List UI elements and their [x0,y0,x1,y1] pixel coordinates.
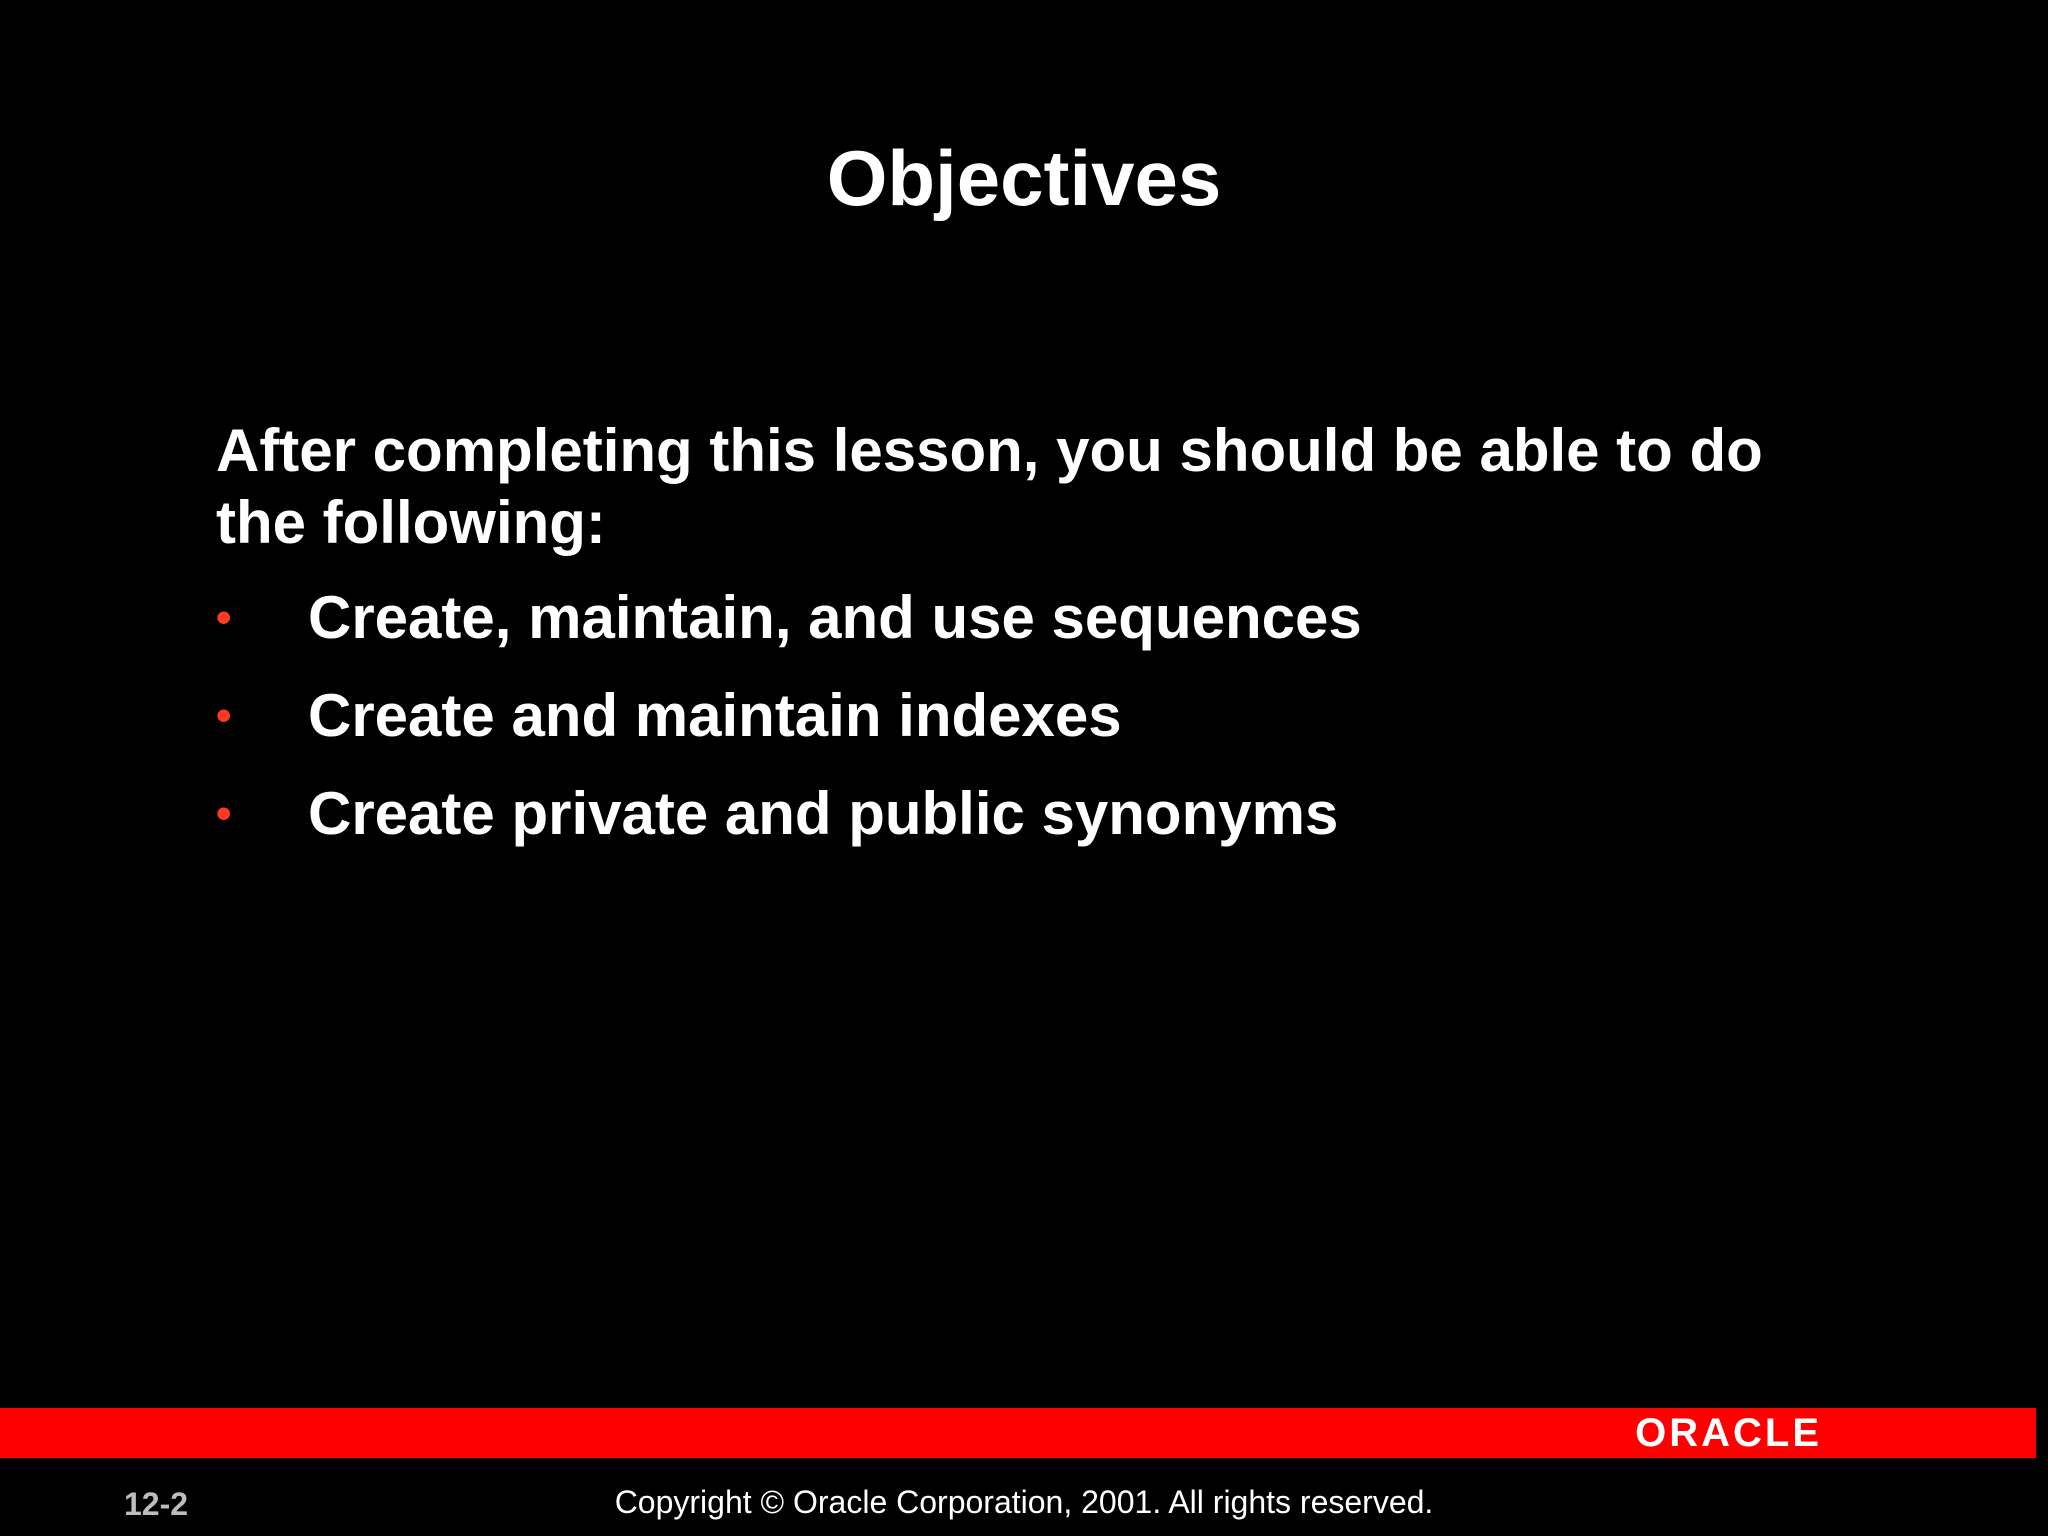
objectives-list [216,582,1816,876]
intro-text: After completing this lesson, you should be able to do the following: [216,417,1763,556]
list-item-text: Create private and public synonyms [308,780,1339,847]
list-item [216,778,1816,876]
copyright-notice: Copyright © Oracle Corporation, 2001. All rights reserved. [614,1484,1434,1520]
bullet-icon: • [216,691,232,740]
list-item [216,582,1816,680]
list-item [216,680,1816,778]
slide-title: Objectives [826,134,1222,222]
list-item-text: Create, maintain, and use sequences [308,584,1362,651]
oracle-logo: ORACLE [1635,1411,1822,1455]
bullet-icon: • [216,789,232,838]
list-item-text: Create and maintain indexes [308,682,1122,749]
page-number: 12-2 [124,1486,189,1522]
bullet-icon: • [216,593,232,642]
